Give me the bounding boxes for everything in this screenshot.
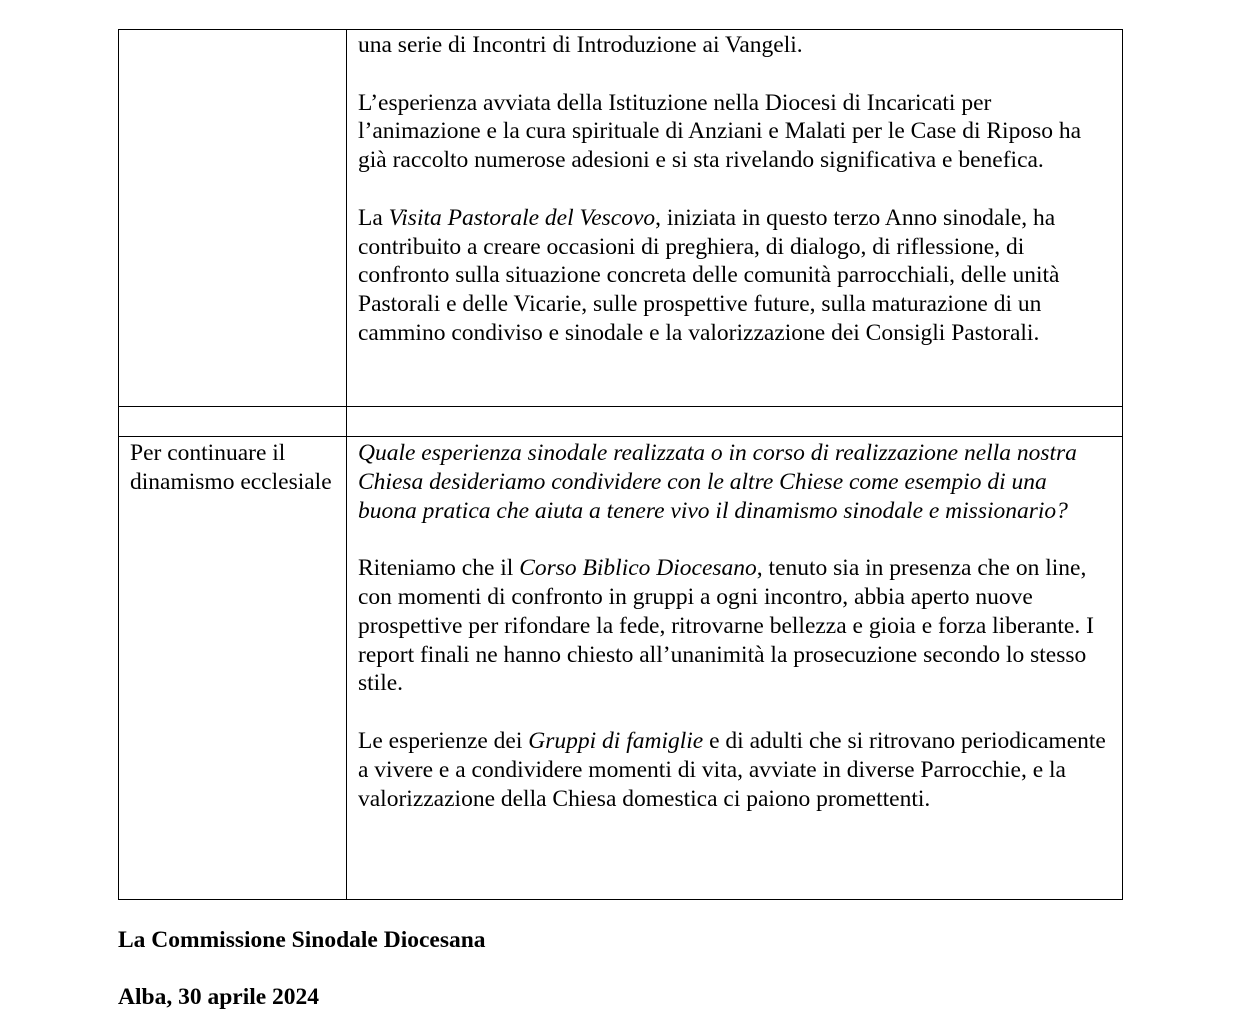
place-date-line: Alba, 30 aprile 2024 <box>118 984 320 1010</box>
table-cell-right <box>347 407 1123 437</box>
italic-text: Gruppi di famiglie <box>528 727 704 754</box>
document-table <box>118 29 1123 900</box>
italic-text: Corso Biblico Diocesano <box>519 555 757 582</box>
table-row <box>119 407 1123 437</box>
paragraph: una serie di Incontri di Introduzione ai Vangeli. <box>358 32 803 58</box>
text-span: e di adulti che si ritrovano periodicamente a vivere e a condividere momenti di vita, avviate in diverse Parrocchie, e la valorizzazione della Chiesa domestica ci paiono promettenti. <box>358 727 1106 812</box>
paragraph: L’esperienza avviata della Istituzione nella Diocesi di Incaricati per l’animazione e la cura spirituale di Anziani e Malati per le Case di Riposo ha già raccolto numerose adesioni e si sta rivelando significativa e benefica. <box>358 89 1082 174</box>
table-cell-right <box>347 30 1123 407</box>
paragraph <box>358 204 1111 348</box>
signature-line: La Commissione Sinodale Diocesana <box>118 927 486 953</box>
table-cell-right <box>347 437 1123 900</box>
text-span: , tenuto sia in presenza che on line, con momenti di confronto in gruppi a ogni incontro, abbia aperto nuove prospettive per rifondare la fede, ritrovarne bellezza e gioia e forza liberante. I report finali ne hanno chiesto all’unanimità la prosecuzione secondo lo stesso stile. <box>358 555 1094 697</box>
table-cell-left <box>119 437 347 900</box>
paragraph <box>358 727 1111 813</box>
text-span: La <box>358 204 389 231</box>
question-text: Quale esperienza sinodale realizzata o in corso di realizzazione nella nostra Chiesa desideriamo condividere con le altre Chiese come esempio di una buona pratica che aiuta a tenere vivo il dinamismo sinodale e missionario? <box>358 440 1077 524</box>
italic-text: Visita Pastorale del Vescovo <box>388 204 656 231</box>
paragraph <box>358 554 1111 698</box>
row-heading: Per continuare il dinamismo ecclesiale <box>130 440 332 495</box>
text-span: Le esperienze dei <box>358 727 529 754</box>
table-cell-left <box>119 407 347 437</box>
table-cell-left <box>119 30 347 407</box>
text-span: , iniziata in questo terzo Anno sinodale, ha contribuito a creare occasioni di preghiera, di dialogo, di riflessione, di confronto sulla situazione concreta delle comunità parrocchiali, delle unità Pastorali e delle Vicarie, sulle prospettive future, sulla maturazione di un cammino condiviso e sinodale e la valorizzazione dei Consigli Pastorali. <box>358 204 1060 346</box>
text-span: Riteniamo che il <box>358 555 520 582</box>
table-row <box>119 30 1123 407</box>
table-row <box>119 437 1123 900</box>
